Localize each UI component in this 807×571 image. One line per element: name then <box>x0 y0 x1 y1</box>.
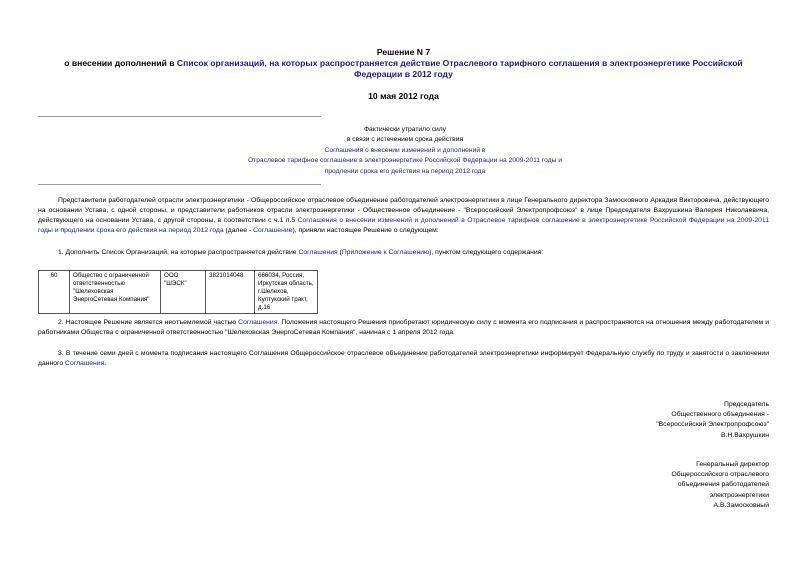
status-note-link[interactable]: Отраслевое тарифное соглашение в электроэнергетике Российской Федерации на 2009-2011 годы и <box>247 157 563 165</box>
item-1-text: 1. Дополнить Список Организаций, на которые распространяется действие <box>58 249 299 256</box>
decision-subject-title <box>60 58 747 80</box>
preamble-text: ), приняли настоящее Решение о следующем: <box>292 226 439 234</box>
divider-bottom <box>38 184 321 185</box>
signature-line: Генеральный директор <box>696 461 769 468</box>
item-1-text: ( <box>337 249 342 256</box>
item-2-paragraph <box>38 318 769 338</box>
status-note-link[interactable]: продлении срока его действия на период 2012 года <box>324 167 486 175</box>
appendix-link[interactable]: Приложение к Соглашению <box>341 249 430 256</box>
status-note <box>200 125 610 177</box>
signature-line: электроэнергетики <box>709 491 769 499</box>
table-row <box>39 271 318 314</box>
preamble-text: Представители работодателей отрасли электроэнергетики - Общероссийское отраслевое объединение работодателей электроэнергетики в лице Генерального директора Замосковного Аркадия Викторовича, действующего на основании Устава, с одной стороны, и представители работников отрасли электроэнергетики - Общественное объединение - "Всероссийский Электропрофсоюз" в лице Председателя Вахрушкина Валерия Николаевича, действующего на основании Устава, с другой стороны, в соответствии с ч.1 п.5 <box>38 197 769 224</box>
agreement-link[interactable]: Соглашения <box>238 319 278 326</box>
organizations-list-link[interactable]: Список организаций, на которых распространяется действие Отраслевого тарифного соглашения в электроэнергетике Российской Федерации в 2012 году <box>176 58 743 80</box>
org-short-name-cell: ООО "ШЭСК" <box>161 271 206 314</box>
organizations-table <box>38 270 318 314</box>
item-2-text: 2. Настоящее Решение является неотъемлемой частью <box>58 319 239 326</box>
signatory-name: В.Н.Вахрушкин <box>720 431 769 439</box>
item-1-text: ), пунктом следующего содержания: <box>429 249 544 256</box>
item-3-text: 3. В течение семи дней с момента подписания настоящего Соглашения Общероссийское отраслевое объединение работодателей электроэнергетики информирует Федеральную службу по труду и занятости о заключении данного <box>38 350 769 367</box>
agreement-link[interactable]: Соглашения о внесении изменений и дополнений в Отраслевое тарифное соглашение в электроэнергетике Российской Федерации на 2009-2011 годы и продлении срока его действия на период 2012 года <box>38 216 769 234</box>
divider-top <box>38 116 321 117</box>
item-1-paragraph <box>38 248 769 258</box>
org-number-cell: 60 <box>39 271 70 314</box>
signature-line: Председатель <box>724 401 769 408</box>
org-name-cell: Общество с ограниченной ответственностью "Шелеховская ЭнергоСетевая Компания" <box>70 271 161 314</box>
signature-employers <box>549 460 769 511</box>
agreement-link[interactable]: Соглашения <box>298 249 338 256</box>
org-inn-cell: 3821014048 <box>206 271 255 314</box>
status-note-line: в связи с истечением срока действия <box>346 136 464 144</box>
item-2-text: . Положения настоящего Решения приобретают юридическую силу с момента его подписания и распространяются на отношения между работодателем и работниками Общества с ограниченной ответственностью "Шелеховская ЭнергоСетевая Компания", начиная с 1 апреля 2012 года. <box>38 319 769 336</box>
decision-date: 10 мая 2012 года <box>368 91 439 101</box>
decision-number-title: Решение N 7 <box>376 47 431 57</box>
signature-line: объединения работодателей <box>677 481 769 489</box>
item-3-paragraph <box>38 349 769 369</box>
signature-union <box>549 400 769 441</box>
agreement-link[interactable]: Соглашения <box>65 359 105 367</box>
org-address-cell: 666034, Россия, Иркутская область, г.Шелехов, Култукский тракт, д.16 <box>255 271 318 314</box>
status-note-link[interactable]: Соглашения о внесении изменений и дополнений в <box>324 146 486 154</box>
preamble-paragraph <box>38 196 769 235</box>
signature-line: Общероссийского отраслевого <box>671 471 769 479</box>
signature-line: Общественного объединения - <box>671 411 769 419</box>
title-prefix: о внесении дополнений в <box>64 58 177 68</box>
preamble-text: (далее - <box>223 226 254 234</box>
signature-line: "Всероссийский Электропрофсоюз" <box>656 421 769 429</box>
agreement-short-link[interactable]: Соглашение <box>253 226 293 234</box>
signatory-name: А.В.Замосковный <box>713 501 769 509</box>
item-3-text: . <box>104 359 107 367</box>
status-note-line: Фактически утратило силу <box>363 126 447 133</box>
